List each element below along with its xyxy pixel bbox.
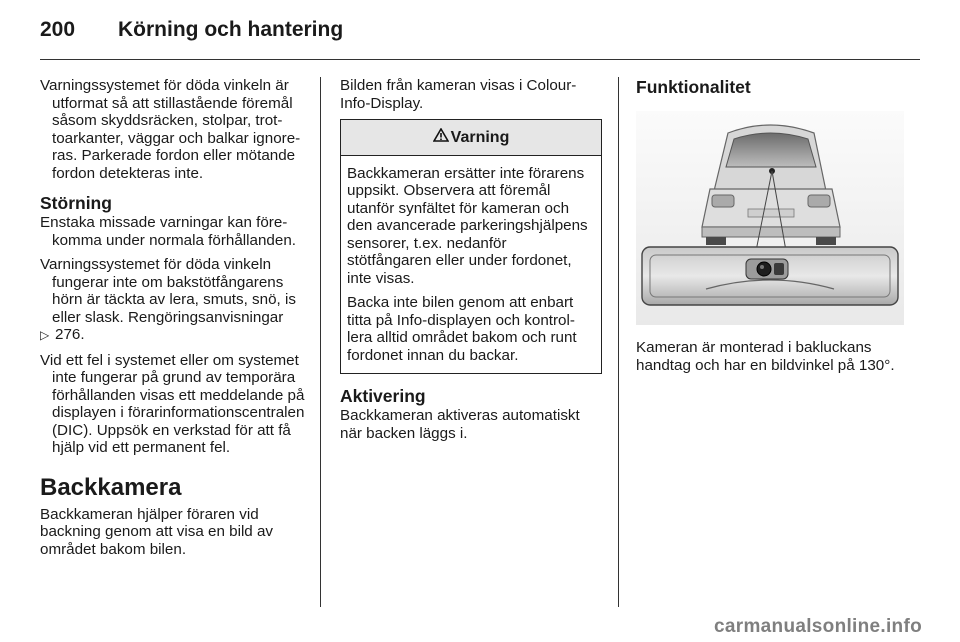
heading-storning: Störning	[40, 193, 112, 213]
backkamera-paragraph: Backkameran hjälper föraren vid backning genom att visa en bild av området bakom bilen.	[40, 505, 274, 558]
column-left	[40, 77, 308, 565]
cleaning-text: Varningssystemet för döda vinkeln fungerar inte om bakstötfångarens hörn är täckta av lera, smuts, snö, is eller slask. Rengöringsanvisningar	[40, 256, 296, 326]
warning-body	[341, 156, 601, 374]
column-right	[636, 77, 904, 381]
camera-caption: Kameran är monterad i bakluckans handtag och har en bildvinkel på 130°.	[636, 339, 895, 374]
header-rule	[40, 59, 920, 60]
page-header	[40, 18, 343, 42]
warning-triangle-icon	[433, 128, 449, 147]
fault-paragraph: Vid ett fel i systemet eller om systemet inte fungerar på grund av temporära förhållanden visas ett meddelande på displayen i förarinformationscentralen (DIC). Uppsök en verkstad för att få hjälp vid ett permanent fel.	[40, 351, 305, 456]
warning-paragraph: Backa inte bilen genom att enbart titta på Info-displayen och kontrollera alltid området bakom och runt fordonet innan du backar.	[347, 294, 577, 364]
display-paragraph: Bilden från kameran visas i Colour-Info-Display.	[340, 77, 577, 112]
column-middle	[340, 77, 602, 449]
cleaning-paragraph: Varningssystemet för döda vinkeln fungerar inte om bakstötfångarens hörn är täckta av lera, smuts, snö, is eller slask. Rengöringsanvisningar ▷ 276.	[40, 256, 296, 343]
heading-aktivering: Aktivering	[340, 386, 426, 406]
warning-header	[341, 120, 601, 156]
page-reference[interactable]: 276.	[55, 326, 85, 343]
warning-title: Varning	[450, 129, 510, 146]
storning-paragraph: Enstaka missade varningar kan förekomma under normala förhållanden.	[40, 214, 296, 249]
column-divider	[618, 77, 619, 607]
aktivering-paragraph: Backkameran aktiveras automatiskt när backen läggs i.	[340, 407, 580, 442]
blind-spot-paragraph: Varningssystemet för döda vinkeln är utformat så att stillastående föremål såsom skyddsräcken, stolpar, trottoarkanter, väggar och balkar ignoreras. Parkerade fordon eller mötande fordon detekteras inte.	[40, 77, 301, 182]
column-divider	[320, 77, 321, 607]
heading-funktionalitet: Funktionalitet	[636, 77, 751, 97]
page-number: 200	[40, 18, 76, 41]
warning-paragraph: Backkameran ersätter inte förarens uppsikt. Observera att föremål utanför synfältet för kameran och den avancerade parkeringshjälpens sensorer, t.ex. nedanför stötfångaren eller under fordonet, inte visas.	[347, 164, 588, 287]
chapter-title: Körning och hantering	[118, 18, 344, 41]
warning-box	[340, 119, 602, 374]
heading-backkamera: Backkamera	[40, 473, 182, 501]
rear-camera-illustration	[636, 111, 904, 325]
watermark: carmanualsonline.info	[714, 616, 922, 637]
